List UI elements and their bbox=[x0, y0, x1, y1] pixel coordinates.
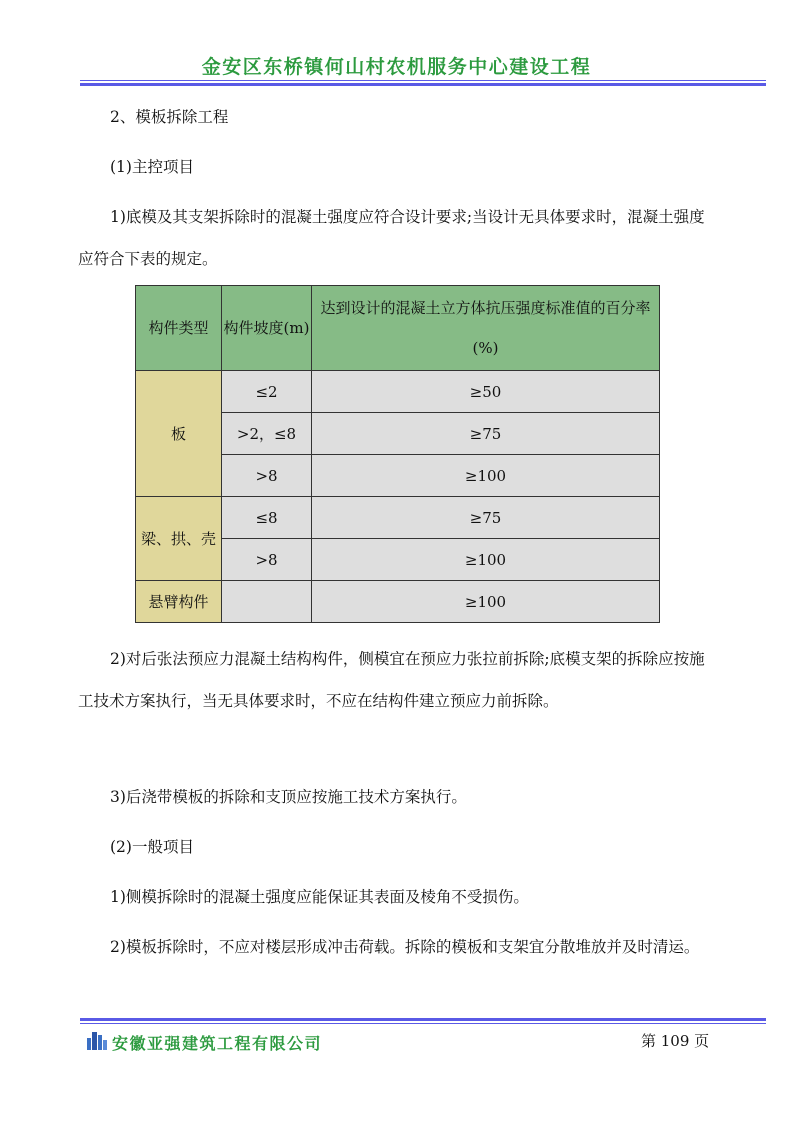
value-cell: ≥75 bbox=[312, 413, 660, 455]
building-logo-icon bbox=[86, 1030, 108, 1054]
general-heading: (2)一般项目 bbox=[110, 838, 194, 856]
type-cell-slab: 板 bbox=[136, 371, 222, 497]
type-cell-beam-arch-shell: 梁、拱、壳 bbox=[136, 497, 222, 581]
header-rule-thin bbox=[80, 80, 766, 81]
value-cell: ≥100 bbox=[312, 539, 660, 581]
document-header-title: 金安区东桥镇何山村农机服务中心建设工程 bbox=[201, 56, 592, 78]
header-cell-span: 构件坡度(m) bbox=[222, 286, 312, 371]
paragraph-item-2: 2)对后张法预应力混凝土结构构件，侧模宜在预应力张拉前拆除;底模支架的拆除应按施工技术方案执行，当无具体要求时，不应在结构件建立预应力前拆除。 bbox=[78, 650, 705, 710]
span-cell bbox=[222, 581, 312, 623]
footer-rule-thin bbox=[80, 1023, 766, 1024]
span-cell: ≤8 bbox=[222, 497, 312, 539]
footer-rule-thick bbox=[80, 1018, 766, 1021]
table-row bbox=[136, 497, 660, 539]
value-cell: ≥75 bbox=[312, 497, 660, 539]
type-cell-cantilever: 悬臂构件 bbox=[136, 581, 222, 623]
footer-company-name: 安徽亚强建筑工程有限公司 bbox=[112, 1033, 323, 1053]
value-cell: ≥50 bbox=[312, 371, 660, 413]
value-cell: ≥100 bbox=[312, 581, 660, 623]
paragraph-general-1: 1)侧模拆除时的混凝土强度应能保证其表面及棱角不受损伤。 bbox=[110, 888, 529, 906]
table-row bbox=[136, 581, 660, 623]
header-rule-thick bbox=[80, 83, 766, 86]
paragraph-item-1: 1)底模及其支架拆除时的混凝土强度应符合设计要求;当设计无具体要求时，混凝土强度应符合下表的规定。 bbox=[78, 208, 705, 268]
page-number: 第 109 页 bbox=[641, 1032, 710, 1050]
footer-company bbox=[86, 1030, 322, 1054]
paragraph-general-2: 2)模板拆除时，不应对楼层形成冲击荷载。拆除的模板和支架宜分散堆放并及时清运。 bbox=[110, 938, 700, 956]
main-control-heading: (1)主控项目 bbox=[110, 158, 194, 176]
span-cell: ≤2 bbox=[222, 371, 312, 413]
paragraph-item-3: 3)后浇带模板的拆除和支顶应按施工技术方案执行。 bbox=[110, 788, 467, 806]
header-cell-type: 构件类型 bbox=[136, 286, 222, 371]
span-cell: >8 bbox=[222, 455, 312, 497]
table-header-row bbox=[136, 286, 660, 371]
header-cell-strength: 达到设计的混凝土立方体抗压强度标准值的百分率(%) bbox=[312, 286, 660, 371]
section-title: 2、模板拆除工程 bbox=[110, 108, 229, 126]
value-cell: ≥100 bbox=[312, 455, 660, 497]
span-cell: >8 bbox=[222, 539, 312, 581]
span-cell: >2，≤8 bbox=[222, 413, 312, 455]
demolition-strength-table bbox=[135, 285, 660, 623]
table-row bbox=[136, 371, 660, 413]
